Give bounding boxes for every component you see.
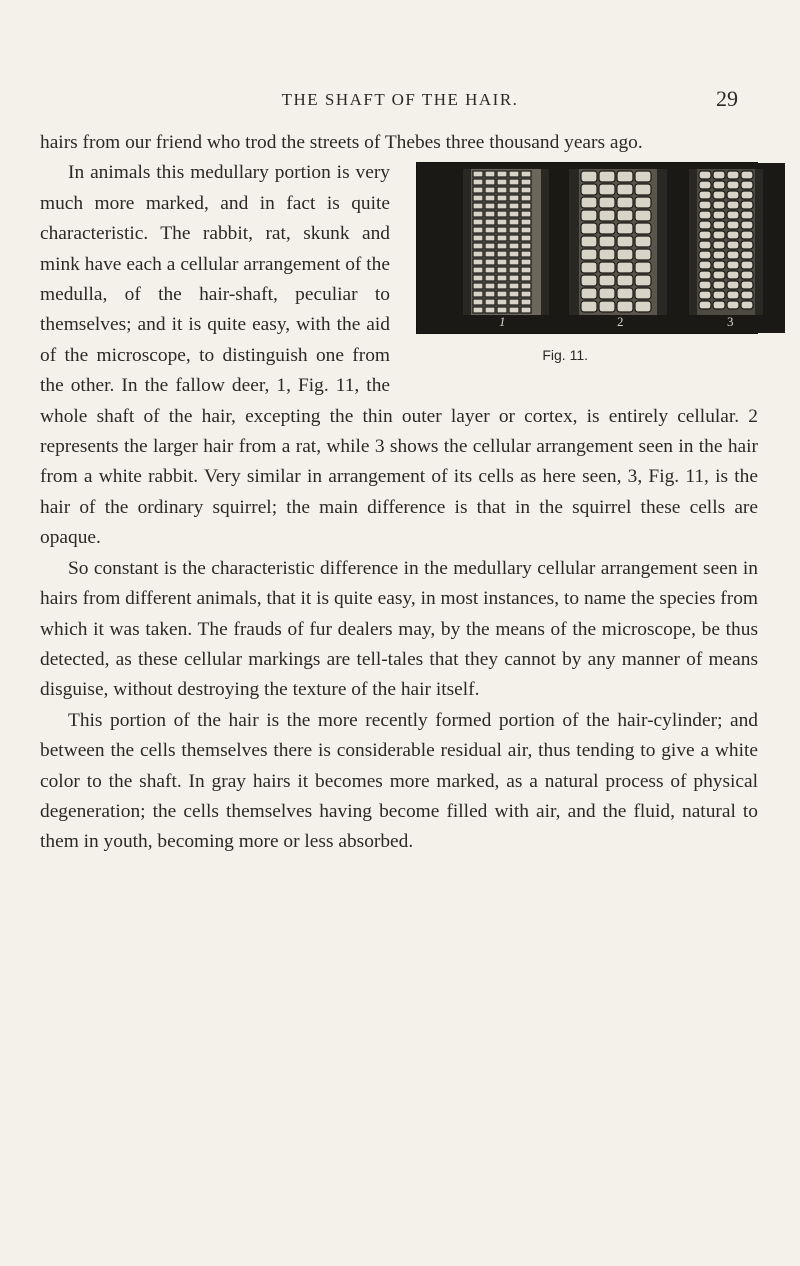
hair-cell <box>473 307 483 313</box>
hair-cell <box>473 187 483 193</box>
hair-cell <box>509 187 519 193</box>
hair-cell <box>485 307 495 313</box>
hair-cell <box>727 201 739 209</box>
hair-cell <box>497 179 507 185</box>
hair-cell <box>509 259 519 265</box>
hair-cell <box>713 221 725 229</box>
hair-cell <box>521 283 531 289</box>
hair-cell <box>521 187 531 193</box>
hair-cell <box>509 291 519 297</box>
hair-cell <box>741 191 753 199</box>
hair-cell <box>713 261 725 269</box>
hair-cell <box>599 171 615 182</box>
hair-cell <box>727 211 739 219</box>
hair-cell <box>617 262 633 273</box>
hair-cell <box>521 179 531 185</box>
hair-cell <box>727 261 739 269</box>
hair-cell <box>473 243 483 249</box>
hair-cell <box>509 203 519 209</box>
hair-cell <box>741 261 753 269</box>
hair-cell <box>599 210 615 221</box>
hair-cell <box>617 249 633 260</box>
hair-cell <box>635 223 651 234</box>
hair-cell <box>617 210 633 221</box>
hair-cell <box>521 227 531 233</box>
figure-11 <box>416 162 758 370</box>
hair-cell <box>727 181 739 189</box>
hair-cell <box>509 307 519 313</box>
hair-cell <box>727 221 739 229</box>
hair-cell <box>485 243 495 249</box>
hair-cell <box>635 236 651 247</box>
hair-cell <box>617 223 633 234</box>
hair-cell <box>509 195 519 201</box>
hair-cell <box>485 283 495 289</box>
hair-cell <box>581 184 597 195</box>
hair-cell <box>635 171 651 182</box>
figure-caption: Fig. 11. <box>542 347 588 364</box>
hair-cell <box>521 299 531 305</box>
hair-cell <box>741 291 753 299</box>
paragraph-1: hairs from our friend who trod the streets of Thebes three thousand years ago. <box>40 132 643 153</box>
hair-cell <box>581 171 597 182</box>
hair-cell <box>599 197 615 208</box>
hair-cell <box>497 243 507 249</box>
hair-cell <box>497 195 507 201</box>
hair-cell <box>497 267 507 273</box>
hair-cell <box>713 211 725 219</box>
hair-cell <box>497 291 507 297</box>
hair-cell <box>473 235 483 241</box>
hair-cell <box>473 195 483 201</box>
hair-cell <box>699 201 711 209</box>
hair-cell <box>485 251 495 257</box>
hair-cell <box>581 288 597 299</box>
hair-cell <box>741 181 753 189</box>
hair-cell <box>521 235 531 241</box>
hair-cell <box>485 171 495 177</box>
hair-cell <box>497 187 507 193</box>
hair-cell <box>599 262 615 273</box>
hair-cell <box>713 271 725 279</box>
hair-cell <box>617 275 633 286</box>
hair-cell <box>521 211 531 217</box>
hair-cell <box>741 201 753 209</box>
paragraph-3: So constant is the characteristic difference in the medullary cellular arrangement seen in hairs from different animals, that it is quite easy, in most instances, to name the species from which it was taken. The frauds of fur dealers may, by the means of the microscope, be thus detected, as these cellular markings are tell-tales that they cannot by any manner of means disguise, without destroying the texture of the hair itself. <box>40 557 758 701</box>
paragraph-2-text: In animals this medullary portion is very much more marked, and in fact is quite characteristic. The rabbit, rat, skunk and mink have each a cellular arrangement of the medulla, of the hair-shaft, peculiar to themselves; and it is quite easy, with the aid of the microscope, to distinguish one from the other. In the fallow deer, 1, Fig. 11, the whole shaft of the hair, excepting the thin outer layer or cortex, is entirely cellular. 2 represents the larger hair from a rat, while 3 shows the cellular arrangement seen in the hair from a white rabbit. Very similar in arrangement of its cells as here seen, 3, Fig. 11, is the hair of the ordinary squirrel; the main difference is that in the squirrel these cells are opaque. <box>40 162 758 549</box>
hair-cell <box>473 259 483 265</box>
hair-cell <box>713 281 725 289</box>
hair-cell <box>635 288 651 299</box>
hair-cell <box>727 171 739 179</box>
hair-cell <box>485 235 495 241</box>
hair-cell <box>581 275 597 286</box>
hair-cell <box>599 236 615 247</box>
hair-cell <box>713 241 725 249</box>
hair-cell <box>699 211 711 219</box>
hair-cell <box>741 241 753 249</box>
figure-label-1: 1 <box>499 314 506 330</box>
hair-cell <box>497 299 507 305</box>
hair-cell <box>713 251 725 259</box>
hair-cell <box>741 171 753 179</box>
hair-cell <box>521 259 531 265</box>
figure-label-2: 2 <box>617 314 624 330</box>
hair-cell <box>699 231 711 239</box>
hair-cell <box>699 221 711 229</box>
hair-cell <box>509 267 519 273</box>
hair-cell <box>521 195 531 201</box>
hair-cell <box>699 301 711 309</box>
hair-cell <box>509 251 519 257</box>
hair-cell <box>741 211 753 219</box>
hair-cell <box>521 171 531 177</box>
page-header <box>40 86 760 116</box>
hair-cell <box>497 235 507 241</box>
hair-cell <box>509 283 519 289</box>
hair-cell <box>635 262 651 273</box>
hair-cell <box>497 259 507 265</box>
hair-cell <box>521 307 531 313</box>
hair-cell <box>617 288 633 299</box>
hair-cell <box>727 271 739 279</box>
hair-cell <box>617 171 633 182</box>
hair-cell <box>473 267 483 273</box>
hair-cell <box>581 301 597 312</box>
hair-cell <box>521 291 531 297</box>
hair-cells-illustration <box>416 162 758 334</box>
hair-cell <box>581 223 597 234</box>
hair-cell <box>727 291 739 299</box>
hair-cell <box>485 219 495 225</box>
hair-cell <box>473 291 483 297</box>
body-text <box>40 128 758 858</box>
hair-cell <box>699 261 711 269</box>
hair-cell <box>581 262 597 273</box>
hair-cell <box>521 267 531 273</box>
hair-cell <box>635 210 651 221</box>
paragraph-4: This portion of the hair is the more recently formed portion of the hair-cylinder; and between the cells themselves there is considerable residual air, thus tending to give a white color to the shaft. In gray hairs it becomes more marked, as a natural process of physical degeneration; the cells themselves having become filled with air, and the fluid, natural to them in youth, becoming more or less absorbed. <box>40 709 758 853</box>
hair-cell <box>473 283 483 289</box>
hair-cell <box>741 301 753 309</box>
hair-cell <box>713 291 725 299</box>
hair-cell <box>727 251 739 259</box>
hair-cell <box>581 210 597 221</box>
hair-cell <box>699 281 711 289</box>
hair-cell <box>473 171 483 177</box>
hair-cell <box>741 251 753 259</box>
hair-cell <box>497 227 507 233</box>
hair-cell <box>699 241 711 249</box>
hair-cell <box>497 171 507 177</box>
hair-cell <box>509 171 519 177</box>
hair-cell <box>497 251 507 257</box>
hair-cell <box>635 197 651 208</box>
hair-cell <box>473 275 483 281</box>
hair-cell <box>485 267 495 273</box>
hair-cell <box>699 291 711 299</box>
hair-cell <box>635 184 651 195</box>
hair-cell <box>699 171 711 179</box>
hair-cell <box>741 221 753 229</box>
hair-cell <box>635 301 651 312</box>
hair-cell <box>509 211 519 217</box>
page-number: 29 <box>716 86 738 111</box>
hair-cell <box>581 236 597 247</box>
hair-cell <box>485 299 495 305</box>
hair-cell <box>599 288 615 299</box>
hair-cell <box>521 251 531 257</box>
hair-cell <box>713 231 725 239</box>
hair-cell <box>581 197 597 208</box>
hair-cell <box>617 301 633 312</box>
hair-cell <box>727 191 739 199</box>
hair-cell <box>509 227 519 233</box>
hair-cell <box>617 197 633 208</box>
hair-cell <box>509 179 519 185</box>
hair-cell <box>485 187 495 193</box>
hair-cell <box>473 219 483 225</box>
hair-cell <box>713 171 725 179</box>
hair-cell <box>635 275 651 286</box>
hair-cell <box>727 231 739 239</box>
hair-cell <box>497 203 507 209</box>
hair-cell <box>497 275 507 281</box>
hair-cell <box>699 251 711 259</box>
hair-cell <box>521 275 531 281</box>
hair-cell <box>699 191 711 199</box>
hair-cell <box>509 219 519 225</box>
hair-cell <box>497 219 507 225</box>
hair-cell <box>509 243 519 249</box>
hair-cell <box>727 301 739 309</box>
hair-cell <box>509 299 519 305</box>
hair-cell <box>473 203 483 209</box>
hair-cell <box>741 281 753 289</box>
hair-cell <box>635 249 651 260</box>
hair-cell <box>473 179 483 185</box>
hair-cell <box>497 307 507 313</box>
hair-cell <box>599 223 615 234</box>
hair-cell <box>699 271 711 279</box>
hair-cell <box>599 184 615 195</box>
hair-cell <box>509 235 519 241</box>
figure-label-3: 3 <box>727 314 734 330</box>
hair-cell <box>473 227 483 233</box>
hair-cell <box>521 243 531 249</box>
hair-sections-drawing <box>445 163 785 333</box>
hair-cell <box>485 291 495 297</box>
running-head: THE SHAFT OF THE HAIR. <box>281 90 519 109</box>
hair-cell <box>727 281 739 289</box>
hair-cell <box>485 179 495 185</box>
hair-cell <box>473 299 483 305</box>
hair-cell <box>741 231 753 239</box>
hair-cell <box>497 211 507 217</box>
hair-cell <box>581 249 597 260</box>
hair-cell <box>485 227 495 233</box>
hair-cell <box>699 181 711 189</box>
hair-cell <box>521 203 531 209</box>
hair-cell <box>485 195 495 201</box>
hair-cell <box>713 181 725 189</box>
hair-cell <box>473 211 483 217</box>
paragraph-2 <box>40 158 758 553</box>
hair-cell <box>713 191 725 199</box>
hair-cell <box>497 283 507 289</box>
hair-cell <box>599 301 615 312</box>
hair-cell <box>617 184 633 195</box>
hair-cell <box>713 201 725 209</box>
hair-cell <box>485 259 495 265</box>
hair-cell <box>599 275 615 286</box>
hair-cell <box>485 211 495 217</box>
hair-cell <box>485 203 495 209</box>
hair-cell <box>509 275 519 281</box>
hair-cell <box>473 251 483 257</box>
hair-cell <box>727 241 739 249</box>
hair-cell <box>617 236 633 247</box>
hair-cell <box>713 301 725 309</box>
hair-cell <box>485 275 495 281</box>
hair-cell <box>599 249 615 260</box>
hair-cell <box>741 271 753 279</box>
hair-cell <box>521 219 531 225</box>
